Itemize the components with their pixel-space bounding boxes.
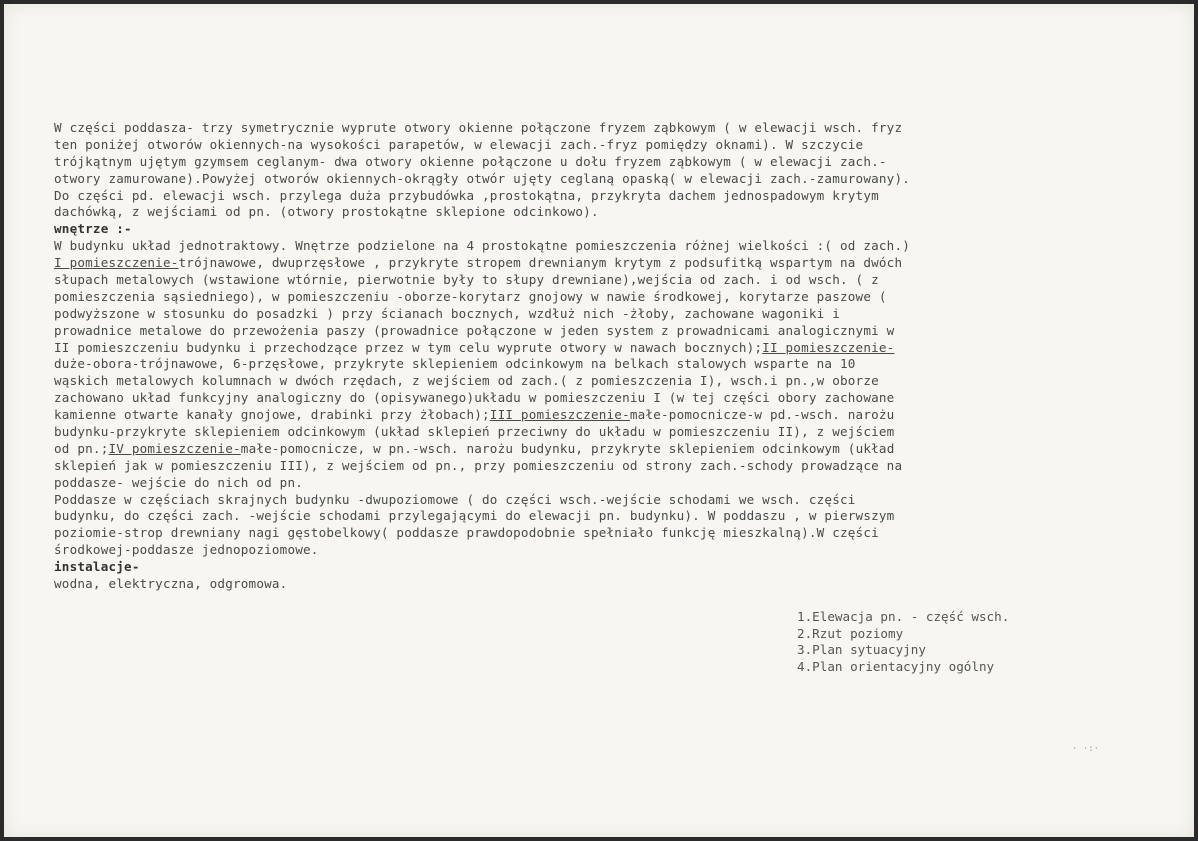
text-segment: wąskich metalowych kolumnach w dwóch rzędach, z wejściem od zach.( z pomieszczenia I), wsch.i pn.,w oborze [54, 373, 879, 389]
text-line [54, 492, 1154, 509]
section-heading: instalacje- [54, 559, 140, 575]
text-line [54, 272, 1154, 289]
text-segment: W budynku układ jednotraktowy. Wnętrze podzielone na 4 prostokątne pomieszczenia różnej wielkości :( od zach.) [54, 238, 911, 254]
text-line [54, 390, 1154, 407]
text-line [54, 323, 1154, 340]
text-segment: W części poddasza- trzy symetrycznie wyprute otwory okienne połączone fryzem ząbkowym ( w elewacji wsch. fryz [54, 120, 903, 135]
text-segment: duże-obora-trójnawowe, 6-przęsłowe, przykryte sklepieniem odcinkowym na belkach stalowych wsparte na 10 [54, 356, 856, 372]
text-segment: prowadnice metalowe do przewożenia paszy (prowadnice połączone w jeden system z prowadnicami analogicznymi w [54, 322, 895, 338]
room-heading: III pomieszczenie- [489, 407, 630, 423]
text-segment: poziomie-strop drewniany nagi gęstobelkowy( poddasze prawdopodobnie spełniało funkcję mieszkalną).W części [54, 525, 879, 541]
room-heading: IV pomieszczenie- [108, 440, 241, 456]
text-line [54, 424, 1154, 441]
text-line [54, 407, 1154, 424]
text-line [54, 373, 1154, 390]
attachments-list [797, 609, 1009, 675]
room-heading: I pomieszczenie- [54, 255, 179, 271]
text-segment: wodna, elektryczna, odgromowa. [54, 576, 288, 592]
text-segment: pomieszczenia sąsiedniego), w pomieszczeniu -oborze-korytarz gnojowy w nawie środkowej, korytarze paszowe ( [54, 288, 887, 304]
text-line [54, 204, 1154, 221]
text-segment: kamienne otwarte kanały gnojowe, drabinki przy żłobach); [54, 407, 490, 423]
text-segment: Do części pd. elewacji wsch. przylega duża przybudówka ,prostokątna, przykryta dachem jednospadowym krytym [54, 187, 879, 203]
text-line [54, 458, 1154, 475]
text-line [54, 188, 1154, 205]
text-line [54, 508, 1154, 525]
document-page [4, 4, 1194, 837]
text-segment: zachowano układ funkcyjny analogiczny do (opisywanego)układu w pomieszczeniu I (w tej części obory zachowane [54, 390, 895, 406]
text-line [54, 559, 1154, 576]
text-segment: budynku, do części zach. -wejście schodami przylegającymi do elewacji pn. budynku). W poddaszu , w pierwszym [54, 508, 895, 524]
text-segment: budynku-przykryte sklepieniem odcinkowym (układ sklepień przeciwny do układu w pomieszczeniu II), z wejściem [54, 424, 895, 440]
text-line [54, 171, 1154, 188]
attachment-item: 4.Plan orientacyjny ogólny [797, 658, 995, 674]
text-line [54, 289, 1154, 306]
text-segment: małe-pomocnicze, w pn.-wsch. narożu budynku, przykryte sklepieniem odcinkowym (układ [240, 440, 895, 456]
room-heading: II pomieszczenie- [762, 339, 895, 355]
description-text [54, 120, 1154, 593]
text-segment: małe-pomocnicze-w pd.-wsch. narożu [629, 407, 895, 423]
text-line [54, 120, 1154, 137]
text-line [54, 542, 1154, 559]
text-line [54, 340, 1154, 357]
text-line [54, 441, 1154, 458]
text-segment: środkowej-poddasze jednopoziomowe. [54, 542, 319, 558]
text-line [54, 356, 1154, 373]
text-segment: poddasze- wejście do nich od pn. [54, 474, 304, 490]
paper-specks: · ·:· [1072, 744, 1100, 754]
text-segment: Poddasze w częściach skrajnych budynku -dwupoziomowe ( do części wsch.-wejście schodami we wsch. części [54, 491, 856, 507]
text-line [54, 238, 1154, 255]
attachment-item: 2.Rzut poziomy [797, 625, 904, 641]
text-line [54, 525, 1154, 542]
text-segment: dachówką, z wejściami od pn. (otwory prostokątne sklepione odcinkowo). [54, 204, 599, 220]
text-segment: ten poniżej otworów okiennych-na wysokości parapetów, w elewacji zach.-fryz pomiędzy oknami). W szczycie [54, 136, 864, 152]
text-segment: trójkątnym ujętym gzymsem ceglanym- dwa otwory okienne połączone u dołu fryzem ząbkowym ( w elewacji zach.- [54, 153, 887, 169]
attachment-item: 3.Plan sytuacyjny [797, 642, 926, 658]
text-segment: sklepień jak w pomieszczeniu III), z wejściem od pn., przy pomieszczeniu od strony zach.-schody prowadzące na [54, 457, 903, 473]
section-heading: wnętrze :- [54, 221, 132, 237]
attachment-item: 1.Elewacja pn. - część wsch. [797, 609, 1010, 624]
text-line [54, 576, 1154, 593]
text-line [54, 154, 1154, 171]
text-segment: otwory zamurowane).Powyżej otworów okiennych-okrągły otwór ujęty ceglaną opaską( w elewacji zach.-zamurowany). [54, 170, 911, 186]
text-line [54, 475, 1154, 492]
text-line [54, 137, 1154, 154]
text-segment: słupach metalowych (wstawione wtórnie, pierwotnie były to słupy drewniane),wejścia od zach. i od wsch. ( z [54, 272, 879, 288]
text-segment: II pomieszczeniu budynku i przechodzące przez w tym celu wyprute otwory w nawach bocznych); [54, 339, 763, 355]
text-line [54, 255, 1154, 272]
text-line [54, 221, 1154, 238]
text-segment: od pn.; [54, 440, 109, 456]
text-line [54, 306, 1154, 323]
text-segment: podwyższone w stosunku do posadzki ) przy ścianach bocznych, wzdłuż nich -żłoby, zachowane wagoniki i [54, 305, 840, 321]
text-segment: trójnawowe, dwuprzęsłowe , przykryte stropem drewnianym krytym z podsufitką wspartym na dwóch [178, 255, 903, 271]
